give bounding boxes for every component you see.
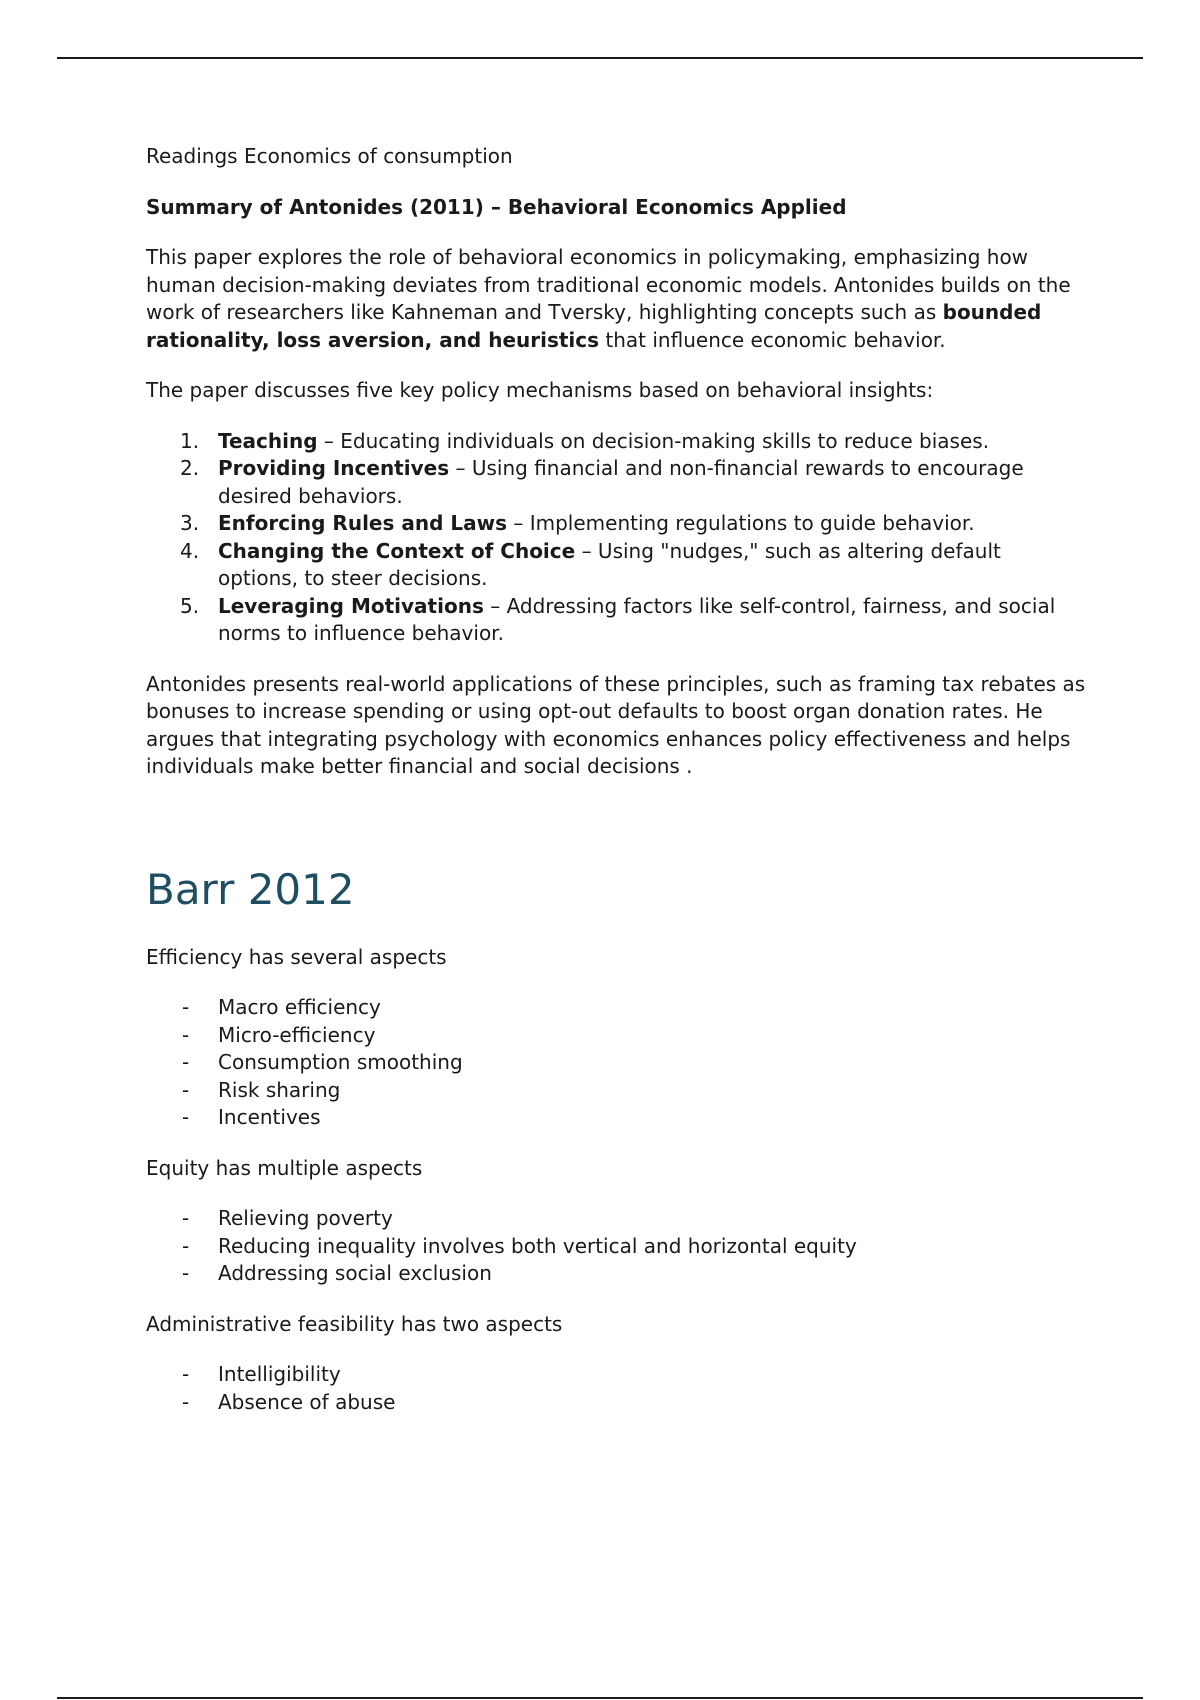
list-item xyxy=(146,1104,1086,1132)
list-item-text: Relieving poverty xyxy=(218,1206,393,1230)
bullet-dash: - xyxy=(182,1050,190,1074)
mechanisms-list xyxy=(146,428,1086,648)
summary-intro-pre: This paper explores the role of behavioral economics in policymaking, emphasizing how human decision-making deviates from traditional economic models. Antonides builds on the work of researchers like Kahneman and Tversky, highlighting concepts such as xyxy=(146,245,1071,324)
bullet-dash: - xyxy=(182,1233,190,1258)
mechanism-desc: – Using financial and non-financial rewards to encourage desired behaviors. xyxy=(218,456,1024,508)
bullet-dash: - xyxy=(182,1105,190,1129)
mechanism-term: Enforcing Rules and Laws xyxy=(218,511,507,535)
list-number: 2. xyxy=(180,456,200,480)
list-item-text: Intelligibility xyxy=(218,1362,341,1386)
summary-intro-bold: bounded rationality, loss aversion, and heuristics xyxy=(146,300,1042,352)
list-item xyxy=(146,1022,1086,1050)
summary-title: Summary of Antonides (2011) – Behavioral Economics Applied xyxy=(146,194,847,219)
equity-list xyxy=(146,1205,1086,1288)
list-number: 4. xyxy=(180,538,200,563)
bullet-dash: - xyxy=(182,1389,190,1414)
list-item xyxy=(146,1049,1086,1077)
mechanism-desc: – Addressing factors like self-control, fairness, and social norms to influence behavior. xyxy=(218,593,1056,645)
efficiency-list xyxy=(146,994,1086,1132)
mechanism-desc: – Implementing regulations to guide behavior. xyxy=(507,511,975,535)
bottom-rule xyxy=(57,1697,1143,1699)
section-heading-barr: Barr 2012 xyxy=(146,864,355,914)
list-item-text: Consumption smoothing xyxy=(218,1050,463,1074)
mechanisms-intro: The paper discusses five key policy mechanisms based on behavioral insights: xyxy=(146,378,934,402)
mechanism-term: Leveraging Motivations xyxy=(218,593,484,618)
list-item xyxy=(146,1233,1086,1261)
bullet-dash: - xyxy=(182,1362,190,1386)
bullet-dash: - xyxy=(182,1261,190,1285)
bullet-dash: - xyxy=(182,995,190,1019)
header-label: Readings Economics of consumption xyxy=(146,144,513,168)
efficiency-intro: Efficiency has several aspects xyxy=(146,944,447,969)
list-item xyxy=(146,455,1086,510)
list-item-text: Incentives xyxy=(218,1105,321,1129)
summary-intro xyxy=(146,244,1086,354)
bullet-dash: - xyxy=(182,1022,190,1047)
summary-intro-post: that influence economic behavior. xyxy=(599,327,946,352)
top-rule xyxy=(57,57,1143,59)
list-item xyxy=(146,1361,1086,1389)
list-item-text: Addressing social exclusion xyxy=(218,1261,492,1285)
list-number: 5. xyxy=(180,593,200,618)
list-number: 3. xyxy=(180,511,200,535)
feasibility-list xyxy=(146,1361,1086,1416)
list-item xyxy=(146,593,1086,648)
mechanism-desc: – Using "nudges," such as altering default options, to steer decisions. xyxy=(218,538,1001,590)
list-item-text: Reducing inequality involves both vertical and horizontal equity xyxy=(218,1233,857,1258)
list-item xyxy=(146,1077,1086,1105)
list-item-text: Risk sharing xyxy=(218,1077,341,1102)
summary-closing: Antonides presents real-world applications of these principles, such as framing tax rebates as bonuses to increase spending or using opt-out defaults to boost organ donation rates. He argues that integrating psychology with economics enhances policy effectiveness and helps individuals make better financial and social decisions . xyxy=(146,671,1086,778)
list-item-text: Micro-efficiency xyxy=(218,1022,376,1047)
list-item xyxy=(146,538,1086,593)
list-item xyxy=(146,428,1086,456)
list-item xyxy=(146,1389,1086,1417)
mechanism-term: Teaching xyxy=(218,428,318,453)
mechanism-term: Changing the Context of Choice xyxy=(218,538,576,563)
document-body xyxy=(146,143,1086,1439)
bullet-dash: - xyxy=(182,1077,190,1102)
feasibility-intro: Administrative feasibility has two aspects xyxy=(146,1311,563,1336)
list-item-text: Macro efficiency xyxy=(218,995,381,1019)
mechanism-desc: – Educating individuals on decision-making skills to reduce biases. xyxy=(317,428,990,453)
list-number: 1. xyxy=(180,428,200,453)
list-item xyxy=(146,1205,1086,1233)
equity-intro: Equity has multiple aspects xyxy=(146,1155,423,1180)
list-item-text: Absence of abuse xyxy=(218,1389,396,1414)
list-item xyxy=(146,1260,1086,1288)
bullet-dash: - xyxy=(182,1206,190,1230)
list-item xyxy=(146,510,1086,538)
mechanism-term: Providing Incentives xyxy=(218,456,450,480)
list-item xyxy=(146,994,1086,1022)
